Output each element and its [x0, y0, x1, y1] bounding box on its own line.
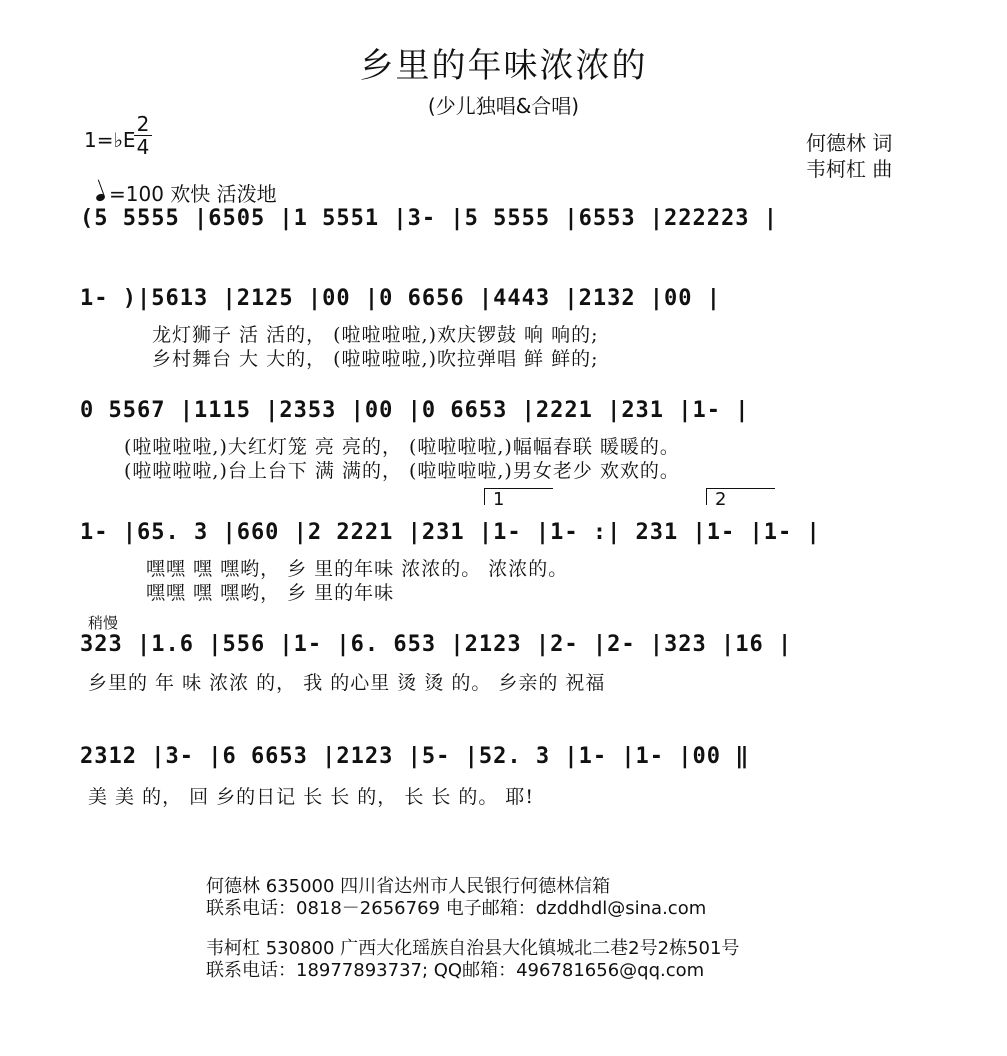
lyric-line-6: 美 美 的， 回 乡的日记 长 长 的， 长 长 的。 耶!	[88, 786, 535, 808]
time-signature	[134, 113, 152, 158]
lyric-line-3a: (啦啦啦啦,)大红灯笼 亮 亮的， (啦啦啦啦,)幅幅春联 暖暖的。	[124, 436, 680, 458]
notation-line-5: 323 |1.6 |556 |1- |6. 653 |2123 |2- |2- |323 |16 |	[80, 632, 793, 657]
time-signature-top: 2	[136, 112, 150, 136]
contact-composer-phone-email: 联系电话：18977893737; QQ邮箱：496781656@qq.com	[206, 960, 705, 981]
quarter-note-icon	[95, 193, 106, 203]
lyric-line-2b: 乡村舞台 大 大的， (啦啦啦啦,)吹拉弹唱 鲜 鲜的;	[152, 348, 599, 370]
lyric-line-2a: 龙灯狮子 活 活的， (啦啦啦啦,)欢庆锣鼓 响 响的;	[152, 324, 599, 346]
composer: 韦柯杠 曲	[806, 157, 893, 181]
volta-second-ending: 2	[706, 488, 775, 505]
song-subtitle: (少儿独唱&合唱)	[427, 94, 580, 118]
lyric-line-3b: (啦啦啦啦,)台上台下 满 满的， (啦啦啦啦,)男女老少 欢欢的。	[124, 460, 680, 482]
volta-first-ending: 1	[484, 488, 553, 505]
song-title: 乡里的年味浓浓的	[359, 46, 648, 86]
notation-line-2: 1- )|5613 |2125 |00 |0 6656 |4443 |2132 |00 |	[80, 286, 722, 311]
credits	[806, 130, 892, 182]
notation-line-3: 0 5567 |1115 |2353 |00 |0 6653 |2221 |231 |1- |	[80, 398, 750, 423]
contact-lyricist-address: 何德林 635000 四川省达州市人民银行何德林信箱	[206, 876, 611, 897]
time-signature-bottom: 4	[134, 135, 152, 158]
contact-lyricist-phone-email: 联系电话：0818－2656769 电子邮箱：dzddhdl@sina.com	[206, 898, 707, 919]
tempo-marking	[96, 178, 277, 207]
lyricist: 何德林 词	[806, 131, 893, 155]
tempo-change-marking: 稍慢	[88, 614, 119, 632]
key-signature: 1=♭E	[84, 128, 136, 152]
notation-line-4: 1- |65. 3 |660 |2 2221 |231 |1- |1- :| 231 |1- |1- |	[80, 520, 821, 545]
lyric-line-4b: 嘿嘿 嘿 嘿哟， 乡 里的年味	[146, 582, 395, 604]
notation-line-6: 2312 |3- |6 6653 |2123 |5- |52. 3 |1- |1- |00 ‖	[80, 744, 750, 769]
tempo-text: =100 欢快 活泼地	[109, 182, 277, 206]
notation-line-1: (5 5555 |6505 |1 5551 |3- |5 5555 |6553 |222223 |	[80, 206, 779, 231]
contact-composer-address: 韦柯杠 530800 广西大化瑶族自治县大化镇城北二巷2号2栋501号	[206, 938, 740, 959]
lyric-line-5: 乡里的 年 味 浓浓 的， 我 的心里 烫 烫 的。 乡亲的 祝福	[88, 672, 606, 694]
lyric-line-4a: 嘿嘿 嘿 嘿哟， 乡 里的年味 浓浓的。 浓浓的。	[146, 558, 569, 580]
